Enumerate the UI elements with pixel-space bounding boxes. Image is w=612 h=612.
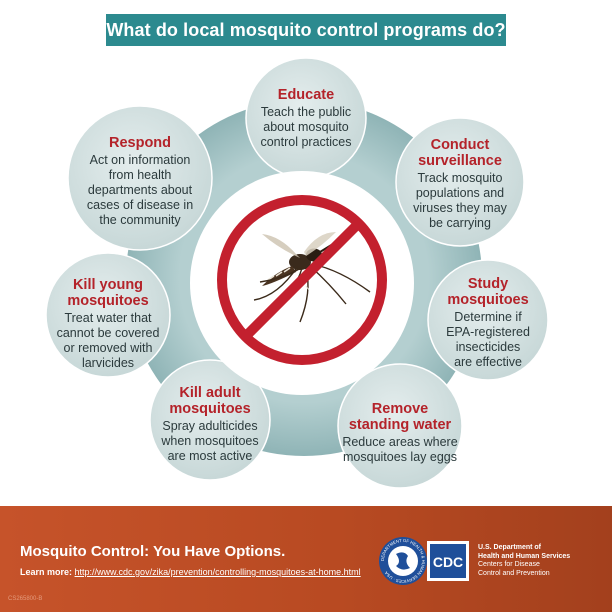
item-heading-line: Educate: [277, 87, 335, 103]
page-title: What do local mosquito control programs do?: [106, 14, 506, 46]
footer: [0, 506, 612, 612]
program-item-kill-young-mosquitoes: [48, 277, 168, 371]
svg-text:CDC: CDC: [432, 554, 464, 570]
item-body-line: EPA-registered: [446, 325, 530, 339]
item-body-line: Treat water that: [64, 311, 152, 325]
item-heading-line: Respond: [108, 135, 172, 151]
item-body-line: departments about: [87, 183, 193, 197]
item-heading: [336, 401, 464, 433]
program-item-respond: [72, 135, 208, 228]
item-heading-line: Study: [467, 276, 509, 292]
program-item-study-mosquitoes: [430, 276, 546, 370]
agency-name: [478, 544, 570, 578]
item-body-line: viruses they may: [413, 201, 507, 215]
item-body-line: Reduce areas where: [342, 435, 458, 449]
item-body: [72, 153, 208, 228]
learn-more-label: Learn more:: [20, 567, 73, 577]
item-body-line: cases of disease in: [86, 198, 194, 212]
svg-text:DEPARTMENT OF HEALTH & HUMAN S: DEPARTMENT OF HEALTH & HUMAN SERVICES · USA: [379, 537, 427, 585]
item-body-line: cannot be covered: [56, 326, 160, 340]
learn-more: [20, 567, 361, 577]
footer-tagline: Mosquito Control: You Have Options.: [20, 543, 286, 560]
item-heading-line: Kill young: [72, 277, 144, 293]
item-body: [246, 105, 366, 150]
item-body-line: the community: [99, 213, 181, 227]
item-body-line: be carrying: [429, 216, 491, 230]
item-body-line: control practices: [260, 135, 352, 149]
document-code: CS265800-B: [8, 596, 43, 602]
item-body: [430, 310, 546, 370]
item-heading-line: surveillance: [418, 153, 502, 169]
item-body-line: or removed with: [63, 341, 153, 355]
program-item-remove-standing-water: [336, 401, 464, 465]
item-body-line: about mosquito: [263, 120, 349, 134]
item-body-line: mosquitoes lay eggs: [343, 450, 457, 464]
item-body-line: Teach the public: [260, 105, 352, 119]
item-body: [336, 435, 464, 465]
program-item-educate: [246, 87, 366, 150]
hhs-seal-icon: [378, 536, 428, 586]
item-body-line: are effective: [454, 355, 522, 369]
agency-line-2: Health and Human Services: [478, 552, 571, 560]
item-heading-line: mosquitoes: [67, 293, 149, 309]
item-body-line: Act on information: [89, 153, 191, 167]
program-item-kill-adult-mosquitoes: [150, 385, 270, 464]
item-body-line: larvicides: [81, 356, 135, 370]
item-heading: [150, 385, 270, 417]
item-heading-line: Kill adult: [179, 385, 241, 401]
agency-line-3: Centers for Disease: [478, 561, 540, 568]
item-heading: [398, 137, 522, 169]
cdc-logo-icon: [426, 540, 470, 582]
item-heading-line: mosquitoes: [447, 292, 529, 308]
item-body: [150, 419, 270, 464]
item-body-line: Determine if: [454, 310, 522, 324]
item-heading: [48, 277, 168, 309]
agency-line-4: Control and Prevention: [478, 569, 550, 577]
agency-line-1: U.S. Department of: [478, 544, 542, 551]
item-heading-line: mosquitoes: [169, 401, 251, 417]
item-body-line: Spray adulticides: [162, 419, 258, 433]
item-heading: [72, 135, 208, 151]
learn-more-link[interactable]: http://www.cdc.gov/zika/prevention/controlling-mosquitoes-at-home.html: [74, 567, 361, 577]
item-body: [398, 171, 522, 231]
program-item-conduct-surveillance: [398, 137, 522, 231]
item-heading-line: Remove: [371, 401, 429, 417]
item-body-line: are most active: [167, 449, 253, 463]
item-heading: [430, 276, 546, 308]
item-body-line: populations and: [415, 186, 505, 200]
item-body-line: from health: [108, 168, 172, 182]
item-heading: [246, 87, 366, 103]
item-body-line: insecticides: [455, 340, 521, 354]
item-body: [48, 311, 168, 371]
item-body-line: when mosquitoes: [161, 434, 259, 448]
item-body-line: Track mosquito: [417, 171, 503, 185]
item-heading-line: standing water: [348, 417, 452, 433]
item-heading-line: Conduct: [430, 137, 490, 153]
